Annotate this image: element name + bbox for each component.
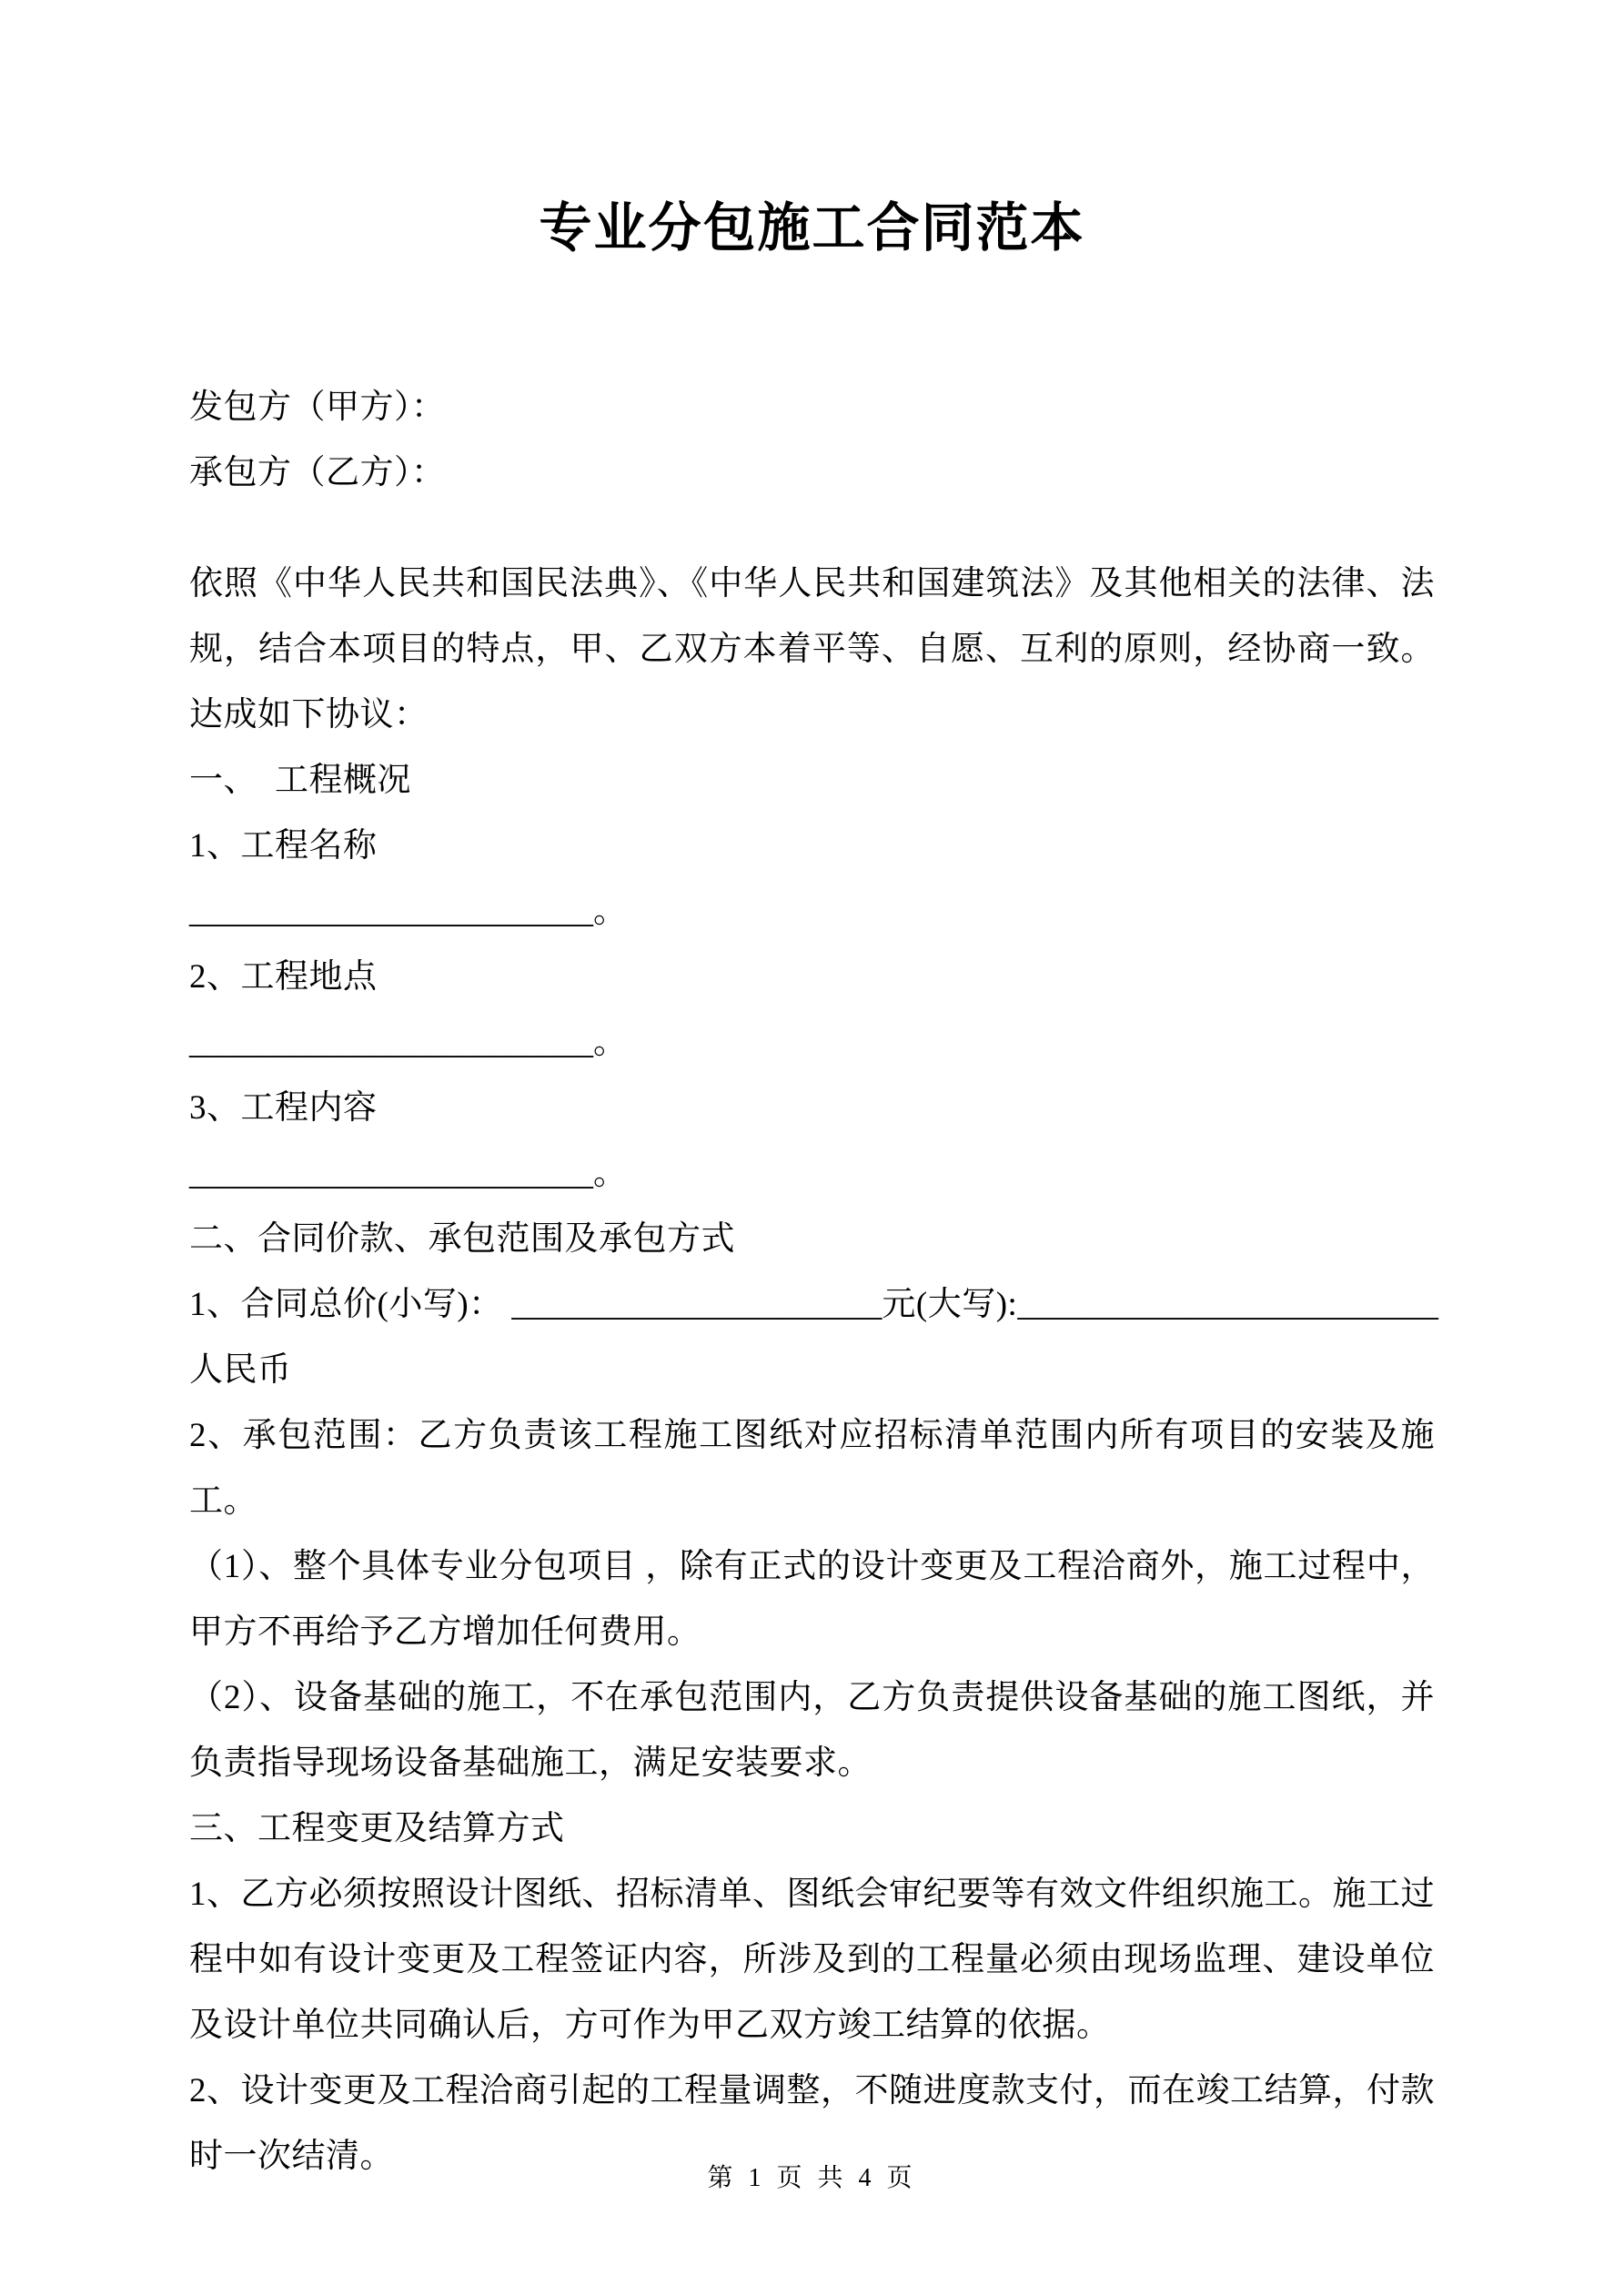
project-content-blank-line: ________________________。 xyxy=(189,1155,627,1192)
price-line-prefix: 1、合同总价(小写)： xyxy=(189,1286,512,1323)
currency-line: 人民币 xyxy=(189,1351,292,1389)
price-amount-numeric-blank: ______________________ xyxy=(511,1286,883,1323)
project-name-blank-line: ________________________。 xyxy=(189,893,627,930)
project-name-label: 1、工程名称 xyxy=(189,827,378,865)
contract-total-price-line xyxy=(189,1272,1438,1338)
preamble-paragraph: 依照《中华人民共和国民法典》、《中华人民共和国建筑法》及其他相关的法律、法规，结合本项目的特点，甲、乙双方本着平等、自愿、互利的原则，经协商一致。达成如下协议： xyxy=(189,565,1435,733)
section-1-heading: 一、 工程概况 xyxy=(189,762,411,799)
section-3-clause-2: 2、设计变更及工程洽商引起的工程量调整，不随进度款支付，而在竣工结算，付款时一次结清。 xyxy=(189,2072,1435,2175)
party-a-line: 发包方（甲方）： xyxy=(189,389,446,426)
price-amount-words-blank: _________________________ xyxy=(1017,1286,1438,1323)
page-footer: 第 1 页 共 4 页 xyxy=(707,2164,917,2192)
contract-title: 专业分包施工合同范本 xyxy=(539,198,1085,258)
section-2-heading: 二、合同价款、承包范围及承包方式 xyxy=(189,1220,735,1258)
project-location-blank-line: ________________________。 xyxy=(189,1024,627,1061)
section-3-heading: 三、工程变更及结算方式 xyxy=(189,1810,565,1847)
section-3-clause-1: 1、乙方必须按照设计图纸、招标清单、图纸会审纪要等有效文件组织施工。施工过程中如有设计变更及工程签证内容，所涉及到的工程量必须由现场监理、建设单位及设计单位共同确认后，方可作为甲乙双方竣工结算的依据。 xyxy=(189,1876,1435,2044)
blank-line-spacer xyxy=(189,506,1435,551)
party-b-line: 承包方（乙方）： xyxy=(189,454,446,491)
contract-scope-paragraph: 2、承包范围：乙方负责该工程施工图纸对应招标清单范围内所有项目的安装及施工。 xyxy=(189,1417,1435,1520)
project-location-label: 2、工程地点 xyxy=(189,958,378,996)
price-line-mid-label: 元(大写): xyxy=(882,1286,1018,1323)
section-2-clause-2: （2）、设备基础的施工，不在承包范围内，乙方负责提供设备基础的施工图纸，并负责指导现场设备基础施工，满足安装要求。 xyxy=(189,1679,1435,1782)
project-content-label: 3、工程内容 xyxy=(189,1089,378,1127)
section-2-clause-1: （1）、整个具体专业分包项目 ，除有正式的设计变更及工程洽商外，施工过程中，甲方不再给予乙方增加任何费用。 xyxy=(189,1548,1435,1651)
